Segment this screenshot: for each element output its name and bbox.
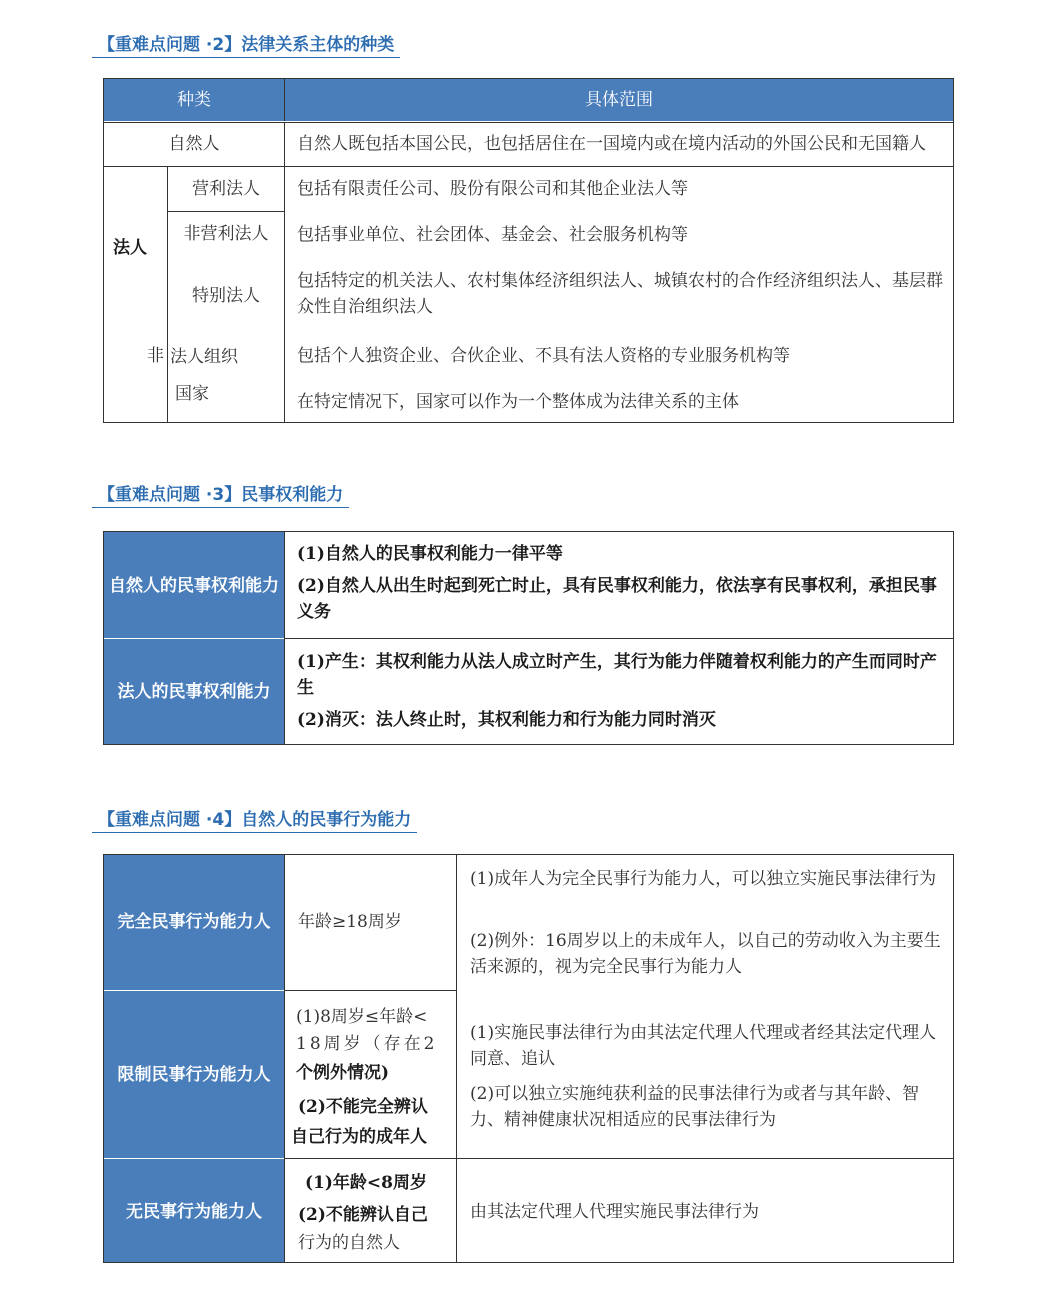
natural-rights-label: 自然人的民事权利能力: [109, 576, 279, 596]
natural-person-scope: 自然人既包括本国公民，也包括居住在一国境内或在境内活动的外国公民和无国籍人: [297, 134, 926, 154]
no-capacity-condition-1: (1)年龄<8周岁: [305, 1173, 427, 1193]
full-capacity-condition: 年龄≥18周岁: [298, 912, 402, 932]
natural-person-label: 自然人: [168, 134, 220, 154]
no-capacity-item: 由其法定代理人代理实施民事法律行为: [470, 1202, 759, 1222]
special-legal-person: 特别法人: [192, 286, 260, 306]
limited-capacity-item-2: (2)可以独立实施纯获利益的民事法律行为或者与其年龄、智力、精神健康状况相适应的民事法律行为: [470, 1084, 920, 1130]
no-capacity-label: 无民事行为能力人: [126, 1202, 262, 1222]
no-capacity-condition-2b: 行为的自然人: [298, 1233, 400, 1253]
limited-condition-2a: (2)不能完全辨认: [298, 1097, 428, 1117]
unincorporated-prefix: 非: [147, 346, 164, 366]
limited-capacity-item-1: (1)实施民事法律行为由其法定代理人代理或者经其法定代理人同意、追认: [470, 1023, 937, 1069]
no-capacity-condition-2a: (2)不能辨认自己: [298, 1205, 428, 1225]
nonprofit-scope: 包括事业单位、社会团体、基金会、社会服务机构等: [297, 225, 688, 245]
subject-types-table: [103, 78, 954, 423]
limited-condition-1a: (1)8周岁≤年龄<: [296, 1007, 428, 1027]
full-capacity-item-1: (1)成年人为完全民事行为能力人，可以独立实施民事法律行为: [470, 869, 937, 889]
natural-rights-item-1: (1)自然人的民事权利能力一律平等: [297, 544, 563, 564]
nonprofit-legal-person: 非营利法人: [183, 224, 269, 244]
unincorporated-scope: 包括个人独资企业、合伙企业、不具有法人资格的专业服务机构等: [297, 346, 790, 366]
profit-legal-person: 营利法人: [192, 179, 260, 199]
section2-heading: 【重难点问题 ·2】法律关系主体的种类: [92, 30, 400, 58]
natural-rights-item-2: (2)自然人从出生时起到死亡时止，具有民事权利能力，依法享有民事权利，承担民事义务: [297, 576, 937, 622]
col-header-type: 种类: [177, 90, 211, 110]
legal-person-label: 法人: [113, 238, 147, 258]
legal-rights-label: 法人的民事权利能力: [117, 682, 271, 702]
limited-capacity-label: 限制民事行为能力人: [117, 1065, 271, 1085]
section4-heading: 【重难点问题 ·4】自然人的民事行为能力: [92, 805, 417, 833]
section3-heading: 【重难点问题 ·3】民事权利能力: [92, 480, 349, 508]
legal-rights-item-2: (2)消灭：法人终止时，其权利能力和行为能力同时消灭: [297, 710, 716, 730]
col-header-scope: 具体范围: [585, 90, 653, 110]
limited-condition-2b: 自己行为的成年人: [291, 1127, 427, 1147]
limited-condition-1c: 个例外情况): [296, 1063, 390, 1083]
full-capacity-label: 完全民事行为能力人: [117, 912, 271, 932]
limited-condition-1b: 18周岁（存在2: [296, 1034, 438, 1054]
state-scope: 在特定情况下，国家可以作为一个整体成为法律关系的主体: [297, 392, 739, 412]
state-label: 国家: [175, 384, 209, 404]
legal-rights-item-1: (1)产生：其权利能力从法人成立时产生，其行为能力伴随着权利能力的产生而同时产生: [297, 652, 937, 698]
profit-scope: 包括有限责任公司、股份有限公司和其他企业法人等: [297, 179, 688, 199]
full-capacity-item-2: (2)例外：16周岁以上的未成年人，以自己的劳动收入为主要生活来源的，视为完全民事行为能力人: [470, 931, 941, 977]
unincorporated-org: 法人组织: [170, 347, 238, 367]
special-scope: 包括特定的机关法人、农村集体经济组织法人、城镇农村的合作经济组织法人、基层群众性自治组织法人: [297, 271, 943, 317]
